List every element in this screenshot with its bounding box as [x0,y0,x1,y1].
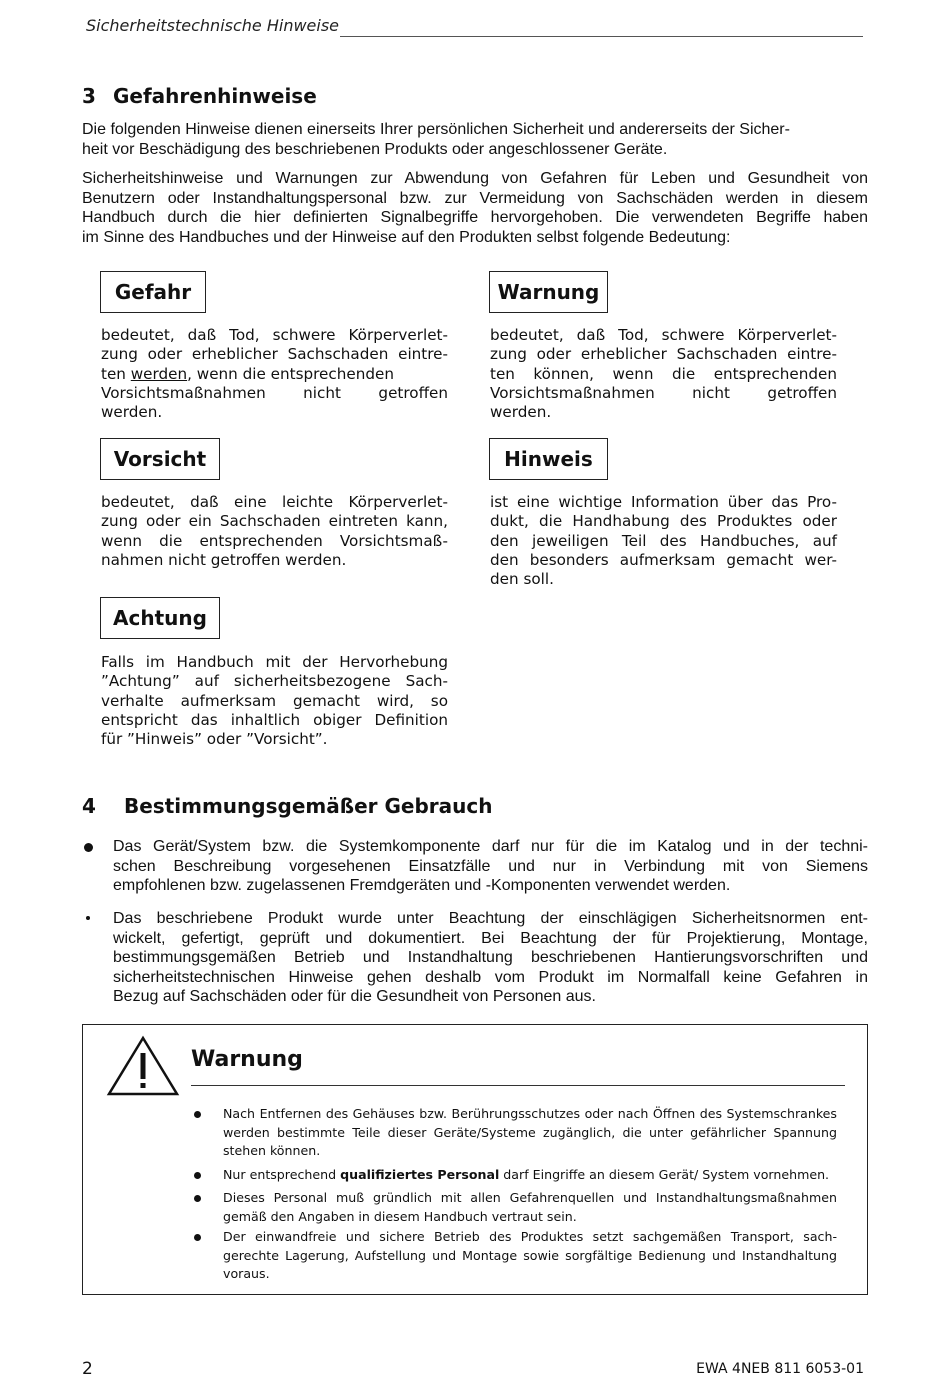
warning-title-rule [191,1085,845,1086]
text-line: Falls im Handbuch mit der Hervorhebung [101,653,448,671]
bullet-dot [194,1111,201,1118]
text-line: werden. [490,403,552,422]
signal-definition-hinweis [490,493,837,589]
section-3-signal-paragraph [82,169,868,247]
bullet-dot [194,1195,201,1202]
text-line: Der einwandfreie und sichere Betrieb des Produktes setzt sachgemäßen Transport, sach- [223,1229,837,1244]
warning-item [223,1105,837,1161]
page-number: 2 [82,1359,93,1379]
signal-box-vorsicht: Vorsicht [100,438,220,480]
text-line: Vorsichtsmaßnahmen nicht getroffen [490,383,837,402]
underlined-word: werden [130,364,188,383]
section-4-heading [82,794,493,818]
signal-box-hinweis: Hinweis [489,438,608,480]
text-line: sicherheitstechnischen Hinweise gehen deshalb vom Produkt im Normalfall keine Gefahren in [113,968,868,986]
section-3-intro-paragraph [82,120,868,159]
text-line: werden bestimmte Teile dieser Geräte/Systeme zugänglich, die unter gefährlicher Spannung [223,1124,837,1140]
text-line: Die folgenden Hinweise dienen einerseits Ihrer persönlichen Sicherheit und andererseits der Sicher- [82,121,790,138]
signal-definition-vorsicht [101,493,448,570]
text-line: empfohlenen bzw. zugelassenen Fremdgeräten und -Komponenten verwendet werden. [113,877,731,894]
section-3-title: Gefahrenhinweise [113,84,317,108]
text-line: den soll. [490,570,554,589]
section-4-bullet-2 [113,909,868,1007]
text-fragment: ten [101,364,131,383]
signal-definition-gefahr [101,326,448,422]
text-line: nahmen nicht getroffen werden. [101,550,347,569]
text-line: zung oder erheblicher Sachschaden eintre- [490,345,837,364]
text-line [223,1166,837,1185]
text-line: ten können, wenn die entsprechenden [490,364,837,383]
text-line: gerechte Lagerung, Aufstellung und Montage sowie sorgfältige Bedienung und Instandhaltung [223,1247,837,1263]
text-line: den jeweiligen Teil des Handbuches, auf [490,531,837,550]
text-line: wenn die entsprechenden Vorsichtsmaß- [101,531,448,550]
signal-box-warnung: Warnung [489,271,608,313]
text-line: Benutzern oder Instandhaltungspersonal bzw. zur Vermeidung von Sachschäden werden in diesem [82,189,868,207]
text-line: ”Achtung” auf sicherheitsbezogene Sach- [101,672,448,691]
signal-definition-warnung [490,326,837,422]
section-3-number: 3 [82,84,96,108]
text-line: Handbuch durch die hier definierten Signalbegriffe hervorgehoben. Die verwendeten Begriffe haben [82,209,868,226]
text-line: Das beschriebene Produkt wurde unter Beachtung der einschlägigen Sicherheitsnormen ent- [113,910,868,927]
text-line: für ”Hinweis” oder ”Vorsicht”. [101,730,328,749]
section-4-number: 4 [82,794,96,818]
text-line: Sicherheitshinweise und Warnungen zur Abwendung von Gefahren für Leben und Gesundheit von [82,170,868,187]
text-fragment: Nur entsprechend [223,1167,341,1182]
document-code: EWA 4NEB 811 6053-01 [696,1361,864,1377]
text-line: bedeutet, daß Tod, schwere Körperverlet- [490,326,837,344]
text-line: verhalte aufmerksam gemacht wird, so [101,691,448,710]
bullet-dot [84,843,93,852]
text-line: Vorsichtsmaßnahmen nicht getroffen [101,383,448,402]
text-line: entspricht das inhaltlich obiger Definition [101,710,448,729]
text-line: werden. [101,403,163,422]
warning-item [223,1166,837,1185]
warning-triangle-icon [106,1035,180,1097]
bullet-dot [194,1234,201,1241]
text-line: Bezug auf Sachschäden oder für die Gesundheit von Personen aus. [113,988,596,1005]
text-line: schen Beschreibung vorgesehenen Einsatzfälle und nur in Verbindung mit von Siemens [113,857,868,875]
section-3-heading [82,84,317,108]
text-line: im Sinne des Handbuches und der Hinweise auf den Produkten selbst folgende Bedeutung: [82,228,731,246]
text-line [101,365,448,384]
warning-item [223,1228,837,1284]
text-line: gemäß den Angaben in diesem Handbuch vertraut sein. [223,1208,577,1224]
text-fragment: darf Eingriffe an diesem Gerät/ System vornehmen. [499,1167,830,1182]
text-line: voraus. [223,1266,270,1281]
text-line: heit vor Beschädigung des beschriebenen Produkts oder angeschlossener Geräte. [82,140,668,158]
text-line: wickelt, gefertigt, geprüft und dokumentiert. Bei Beachtung der für Projektierung, Montage, [113,929,868,947]
warning-item [223,1189,837,1226]
bullet-dot [194,1172,201,1179]
warning-title: Warnung [191,1047,303,1072]
text-line: bestimmungsgemäßen Betrieb und Instandhaltung beschriebenen Hantierungsvorschriften und [113,949,868,966]
signal-definition-achtung [101,653,448,749]
bullet-dot [86,916,90,920]
text-line: dukt, die Handhabung des Produktes oder [490,512,837,531]
running-header: Sicherheitstechnische Hinweise [86,16,340,35]
text-line: den besonders aufmerksam gemacht wer- [490,550,837,569]
text-line: bedeutet, daß Tod, schwere Körperverlet- [101,326,448,344]
text-line: ist eine wichtige Information über das Pro- [490,493,837,511]
text-line: zung oder erheblicher Sachschaden eintre- [101,345,448,364]
bold-phrase: qualifiziertes Personal [340,1167,500,1182]
text-line: stehen können. [223,1143,321,1158]
text-line: bedeutet, daß eine leichte Körperverlet- [101,493,448,511]
text-line: Nach Entfernen des Gehäuses bzw. Berührungsschutzes oder nach Öffnen des Systemschrankes [223,1106,837,1121]
section-4-title: Bestimmungsgemäßer Gebrauch [124,794,493,818]
signal-box-achtung: Achtung [100,597,220,639]
text-line: Das Gerät/System bzw. die Systemkomponente darf nur für die im Katalog und in der techni- [113,838,868,855]
section-4-bullet-1 [113,837,868,896]
text-line: Dieses Personal muß gründlich mit allen Gefahrenquellen und Instandhaltungsmaßnahmen [223,1190,837,1205]
text-fragment: , wenn die entsprechenden [187,364,394,383]
text-line: zung oder ein Sachschaden eintreten kann, [101,512,448,531]
signal-box-gefahr: Gefahr [100,271,206,313]
header-rule [340,36,863,37]
